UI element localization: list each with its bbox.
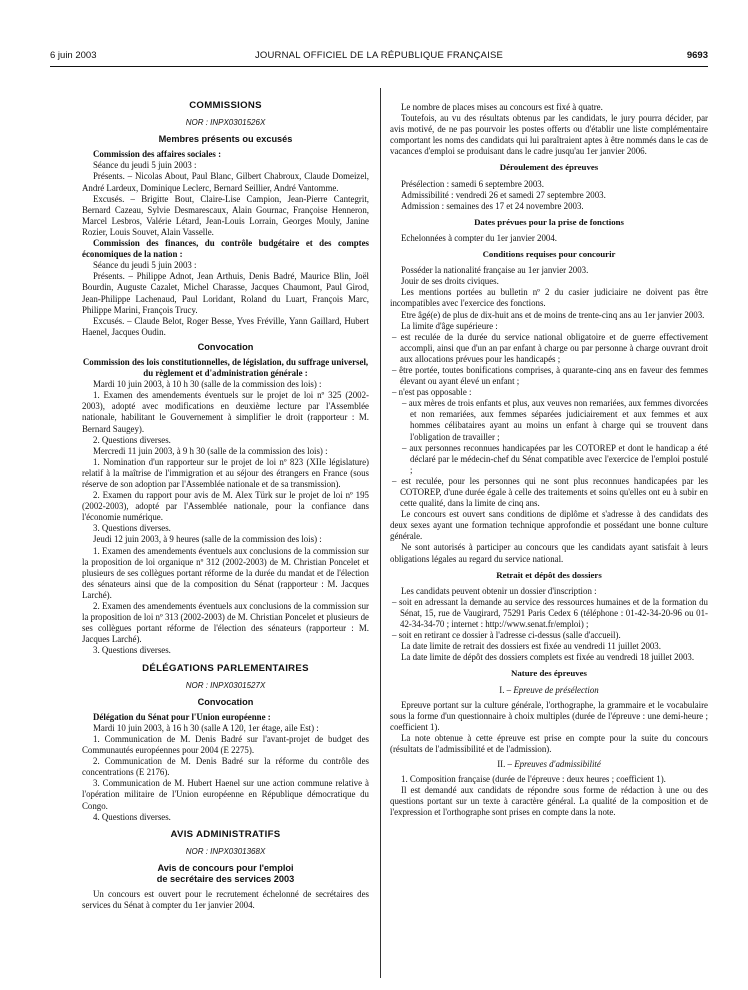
- subsection-title: Convocation: [197, 696, 254, 707]
- header-rule: [50, 66, 708, 67]
- list-item: – n'est pas opposable :: [392, 387, 472, 398]
- paragraph: Etre âgé(e) de plus de dix-huit ans et de moins de trente-cinq ans au 1er janvier 2003.: [401, 309, 705, 320]
- subsection-title: de secrétaire des services 2003: [156, 874, 295, 884]
- nor-reference: NOR : INPX0301368X: [185, 846, 266, 856]
- paragraph: Commission des finances, du contrôle budgétaire et des comptes économiques de la nation :: [82, 238, 369, 260]
- subsection-title: Membres présents ou excusés: [158, 134, 293, 145]
- paragraph: Excusés. – Brigitte Bout, Claire-Lise Campion, Jean-Pierre Cantegrit, Bernard Cazeau, Sylvie Desmarescaux, Alain Gournac, Françoise Henneron, Marcel Lesbros, Valérie Létard, Jean-Louis Lorrain, Georges Mouly, Janine Rozier, Louis Souvet, Alain Vasselle.: [82, 193, 369, 237]
- header-journal-title: JOURNAL OFFICIEL DE LA RÉPUBLIQUE FRANÇAISE: [254, 50, 504, 61]
- paragraph: 2. Communication de M. Denis Badré sur la réforme du contrôle des concentrations (E 2176).: [82, 756, 369, 778]
- paragraph: Présents. – Philippe Adnot, Jean Arthuis, Denis Badré, Maurice Blin, Joël Bourdin, Auguste Cazalet, Michel Charasse, Jacques Chaumont, Paul Girod, Jean-Philippe Lachenaud, Paul Loridant, Roland du Luart, François Marc, Philippe Marini, François Trucy.: [82, 271, 369, 315]
- subsection-title: Avis de concours pour l'emploi: [157, 862, 294, 873]
- subsection-title: I. – Epreuve de présélection: [499, 684, 599, 695]
- section-title-commissions: COMMISSIONS: [189, 100, 262, 111]
- subsection-title: Conditions requises pour concourir: [482, 249, 616, 260]
- list-item: – être portée, toutes bonifications comprises, à quarante-cinq ans en faveur des femmes élevant ou ayant élevé un enfant ;: [392, 364, 708, 387]
- paragraph: Délégation du Sénat pour l'Union européenne :: [93, 711, 271, 722]
- paragraph: Excusés. – Claude Belot, Roger Besse, Yves Fréville, Yann Gaillard, Hubert Haenel, Jacques Oudin.: [82, 315, 369, 337]
- paragraph: Admissibilité : vendredi 26 et samedi 27 septembre 2003.: [401, 189, 606, 200]
- paragraph: Présélection : samedi 6 septembre 2003.: [401, 178, 544, 189]
- list-item: – aux mères de trois enfants et plus, aux veuves non remariées, aux femmes divorcées et non remariées, aux femmes séparées judiciairement et aux femmes et aux hommes célibataires ayant au moins un enfant à charge qui se trouvent dans l'obligation de travailler ;: [402, 398, 708, 442]
- list-item: – soit en retirant ce dossier à l'adresse ci-dessus (salle d'accueil).: [392, 630, 621, 641]
- paragraph: Jeudi 12 juin 2003, à 9 heures (salle de la commission des lois) :: [93, 534, 322, 545]
- paragraph: Le concours est ouvert sans conditions de diplôme et s'adresse à des candidats des deux sexes ayant une formation technique approfondie et possédant une bonne culture générale.: [390, 509, 708, 542]
- subsection-title: Convocation: [197, 341, 254, 352]
- paragraph: Séance du jeudi 5 juin 2003 :: [93, 160, 197, 171]
- paragraph: Commission des affaires sociales :: [93, 149, 222, 160]
- paragraph: 1. Composition française (durée de l'épreuve : deux heures ; coefficient 1).: [401, 774, 666, 785]
- subsection-title: Déroulement des épreuves: [499, 162, 599, 173]
- section-title-avis: AVIS ADMINISTRATIFS: [170, 828, 281, 840]
- column-divider: [380, 88, 381, 978]
- list-item: – aux personnes reconnues handicapées par les COTOREP et dont le handicap a été déclaré par le médecin-chef du Sénat compatible avec l'exercice de l'emploi postulé ;: [402, 442, 708, 475]
- paragraph: Les candidats peuvent obtenir un dossier d'inscription :: [401, 585, 597, 596]
- paragraph: La date limite de retrait des dossiers est fixée au vendredi 11 juillet 2003.: [401, 641, 661, 652]
- section-title-delegations: DÉLÉGATIONS PARLEMENTAIRES: [142, 662, 309, 674]
- paragraph: 1. Examen des amendements éventuels sur le projet de loi nº 325 (2002-2003), adopté avec modifications en deuxième lecture par l'Assemblée nationale, habilitant le Gouvernement à simplifier le droit (rapporteur : M. Bernard Saugey).: [82, 390, 369, 434]
- paragraph: La date limite de dépôt des dossiers complets est fixée au vendredi 18 juillet 2003.: [401, 652, 695, 663]
- paragraph: 2. Examen des amendements éventuels aux conclusions de la commission sur la proposition de loi nº 313 (2002-2003) de M. Christian Poncelet et plusieurs de ses collègues portant réforme de l'élection des sénateurs (rapporteur : M. Jacques Larché).: [82, 601, 369, 645]
- nor-reference: NOR : INPX0301527X: [185, 680, 266, 690]
- paragraph: Mardi 10 juin 2003, à 10 h 30 (salle de la commission des lois) :: [93, 379, 322, 390]
- right-column: [390, 102, 708, 819]
- paragraph: Admission : semaines des 17 et 24 novembre 2003.: [401, 200, 584, 211]
- nor-reference: NOR : INPX0301526X: [185, 118, 266, 128]
- paragraph: Il est demandé aux candidats de répondre sous forme de rédaction à une ou des questions portant sur un texte à caractère général. La qualité de la composition et de l'expression et l'orthographe sont prises en compte dans la note.: [390, 785, 708, 818]
- paragraph: 3. Questions diverses.: [93, 523, 171, 534]
- paragraph: La note obtenue à cette épreuve est prise en compte pour la suite du concours (résultats de l'admissibilité et de l'admission).: [390, 732, 708, 754]
- paragraph: 1. Nomination d'un rapporteur sur le projet de loi nº 823 (XIIe législature) relatif à la maîtrise de l'immigration et au séjour des étrangers en France (sous réserve de son adoption par l'Assemblée nationale et de sa transmission).: [82, 456, 369, 489]
- paragraph: 2. Examen du rapport pour avis de M. Alex Türk sur le projet de loi nº 195 (2002-2003), adopté par l'Assemblée nationale, pour la confiance dans l'économie numérique.: [82, 490, 369, 523]
- paragraph: Un concours est ouvert pour le recrutement échelonné de secrétaires des services du Sénat à compter du 1er janvier 2004.: [82, 889, 369, 911]
- header-date: 6 juin 2003: [50, 50, 97, 61]
- paragraph: Epreuve portant sur la culture générale, l'orthographe, la grammaire et le vocabulaire sous la forme d'un questionnaire à choix multiples (durée de l'épreuve : une demi-heure ; coefficient 1).: [390, 699, 708, 732]
- paragraph: Toutefois, au vu des résultats obtenus par les candidats, le jury pourra décider, par avis motivé, de ne pas pourvoir les postes offerts ou d'établir une liste complémentaire comportant les noms des candidats qui lui paraîtraient aptes à être nommés dans le cas de vacances d'emploi se produisant dans le cadre jusqu'au 1er janvier 2006.: [390, 113, 708, 157]
- subsection-title: Retrait et dépôt des dossiers: [496, 569, 602, 580]
- paragraph: Echelonnées à compter du 1er janvier 2004.: [401, 232, 557, 243]
- paragraph: Commission des lois constitutionnelles, de législation, du suffrage universel, du règlement et d'administration générale :: [82, 356, 369, 379]
- paragraph: Mardi 10 juin 2003, à 16 h 30 (salle A 120, 1er étage, aile Est) :: [93, 722, 319, 733]
- list-item: – est reculée de la durée du service national obligatoire et de guerre effectivement accompli, ainsi que d'un an par enfant à charge ou par personne à charge ouvrant droit aux allocations prévues pour les handicapés ;: [392, 331, 708, 364]
- subsection-title: Dates prévues pour la prise de fonctions: [474, 216, 624, 227]
- paragraph: Posséder la nationalité française au 1er janvier 2003.: [401, 265, 589, 276]
- paragraph: La limite d'âge supérieure :: [401, 320, 498, 331]
- paragraph: Le nombre de places mises au concours est fixé à quatre.: [401, 102, 603, 112]
- paragraph: 3. Communication de M. Hubert Haenel sur une action commune relative à l'opération militaire de l'Union européenne en République démocratique du Congo.: [82, 778, 369, 811]
- paragraph: Présents. – Nicolas About, Paul Blanc, Gilbert Chabroux, Claude Domeizel, André Lardeux, Dominique Leclerc, Bernard Seillier, André Vantomme.: [82, 171, 369, 193]
- left-column: [82, 100, 369, 911]
- paragraph: 3. Questions diverses.: [93, 645, 171, 656]
- paragraph: 1. Communication de M. Denis Badré sur l'avant-projet de budget des Communautés européennes pour 2004 (E 2275).: [82, 733, 369, 756]
- list-item: – soit en adressant la demande au service des ressources humaines et de la formation du Sénat, 15, rue de Vaugirard, 75291 Paris Cedex 6 (téléphone : 01-42-34-20-96 ou 01-42-34-34-70 ; internet : http://www.senat.fr/emploi) ;: [392, 596, 708, 630]
- subsection-title: II. – Epreuves d'admissibilité: [497, 759, 601, 770]
- list-item: – est reculée, pour les personnes qui ne sont plus reconnues handicapées par les COTOREP, d'une durée égale à celle des traitements et soins qu'elles ont eu à subir en cette qualité, dans la limite de cinq ans.: [392, 475, 708, 509]
- paragraph: Jouir de ses droits civiques.: [401, 276, 499, 287]
- paragraph: 2. Questions diverses.: [93, 434, 171, 445]
- paragraph: Les mentions portées au bulletin nº 2 du casier judiciaire ne doivent pas être incompatibles avec l'exercice des fonctions.: [390, 287, 708, 309]
- subsection-title: Nature des épreuves: [511, 668, 587, 679]
- paragraph: Ne sont autorisés à participer au concours que les candidats ayant satisfait à leurs obligations légales au regard du service national.: [390, 542, 708, 564]
- page-header: [50, 50, 708, 64]
- paragraph: 1. Examen des amendements éventuels aux conclusions de la commission sur la proposition de loi organique nº 312 (2002-2003) de M. Christian Poncelet et plusieurs de ses collègues portant réforme de la durée du mandat et de l'élection des sénateurs ainsi que de la composition du Sénat (rapporteur : M. Jacques Larché).: [82, 545, 369, 600]
- paragraph: 4. Questions diverses.: [93, 811, 171, 822]
- header-page-number: 9693: [686, 50, 708, 61]
- paragraph: Mercredi 11 juin 2003, à 9 h 30 (salle de la commission des lois) :: [93, 445, 328, 456]
- paragraph: Séance du jeudi 5 juin 2003 :: [93, 260, 197, 271]
